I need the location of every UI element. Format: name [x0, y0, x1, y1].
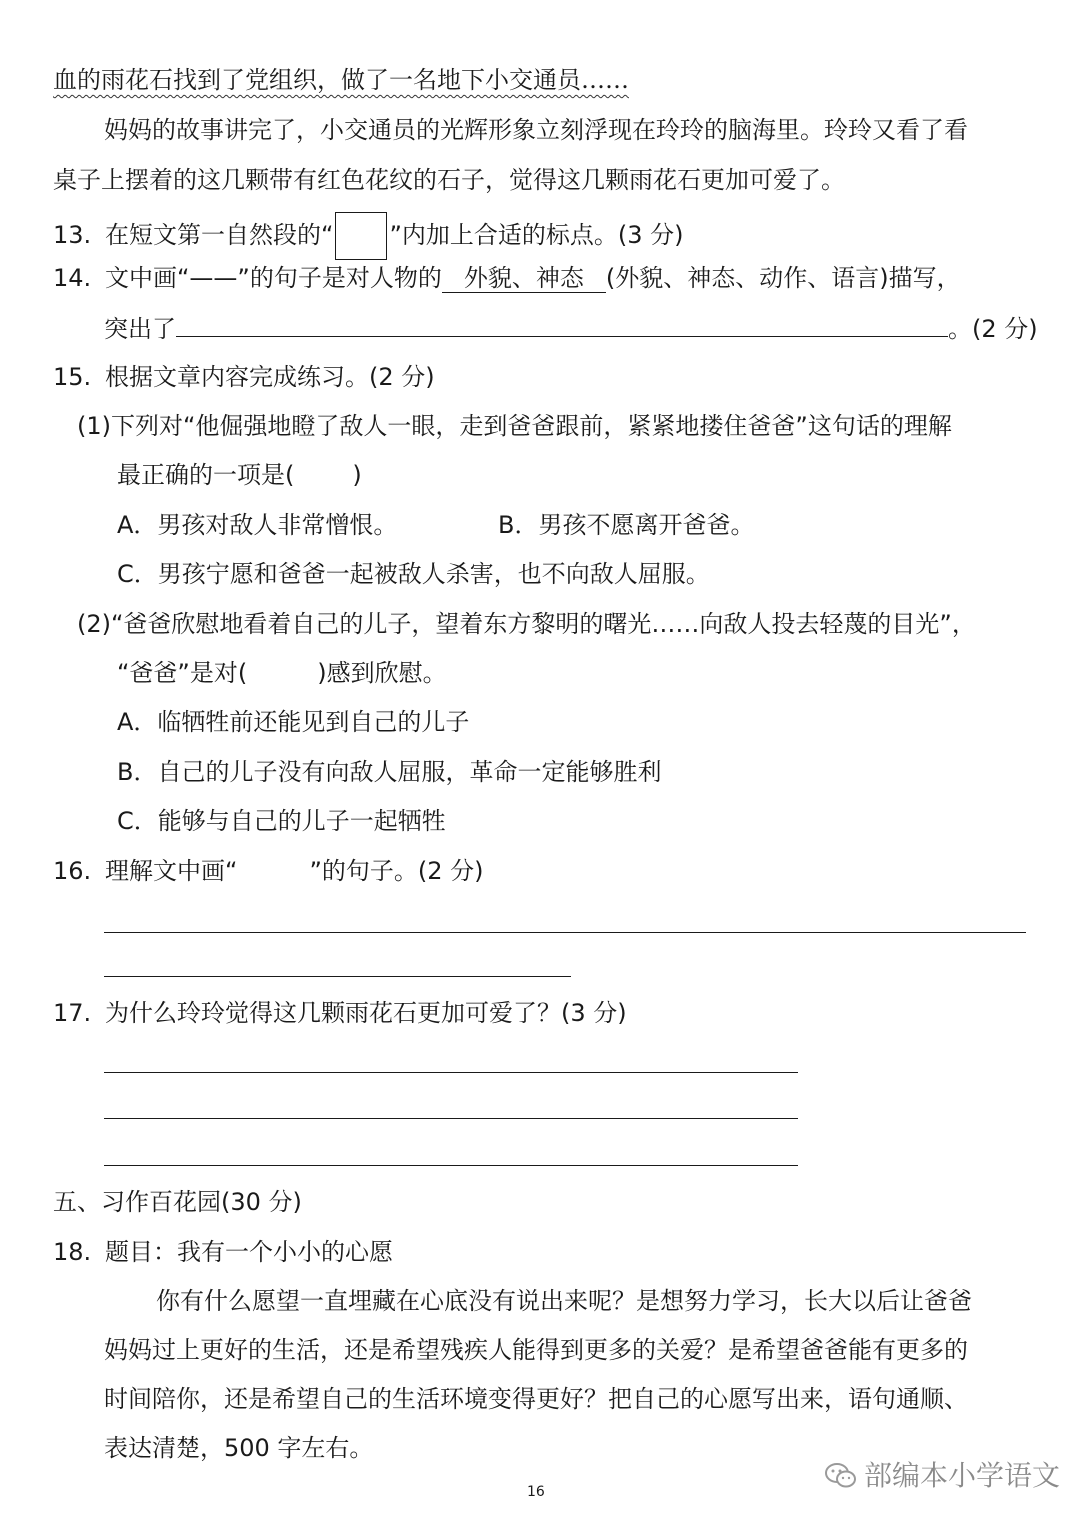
- question-14-text: 文中画“——”的句子是对人物的: [105, 264, 442, 292]
- question-17: [53, 997, 627, 1029]
- answer-line[interactable]: [104, 976, 571, 977]
- punctuation-box[interactable]: [335, 212, 387, 260]
- option-a: A．男孩对敌人非常憎恨。: [117, 511, 398, 539]
- page-number: 16: [527, 1484, 545, 1500]
- question-14-options: (外貌、神态、动作、语言)描写，: [605, 264, 961, 292]
- question-14-answer-blank[interactable]: [442, 264, 606, 293]
- watermark-text: 部编本小学语文: [864, 1459, 1061, 1492]
- section-title: 五、习作百花园(30 分): [53, 1188, 302, 1216]
- sub-question-text: “爸爸欣慰地看着自己的儿子，望着东方黎明的曙光……向敌人投去轻蔑的目光”，: [111, 610, 976, 638]
- question-13-text-before: 在短文第一自然段的“: [105, 221, 334, 249]
- question-15-2: [77, 608, 976, 640]
- question-15: [53, 361, 435, 393]
- question-15-1-line-2: [117, 459, 362, 491]
- sub-question-text: ): [352, 461, 362, 489]
- answer-line[interactable]: [104, 1072, 798, 1073]
- sub-question-text: 最正确的一项是(: [117, 461, 295, 489]
- question-17-text: 为什么玲玲觉得这几颗雨花石更加可爱了？(3 分): [105, 999, 627, 1027]
- question-15-1: [77, 410, 952, 442]
- question-number: 18.: [53, 1238, 92, 1266]
- answer-line[interactable]: [104, 932, 1026, 933]
- question-14-answer: 外貌、神态: [463, 264, 584, 292]
- question-number: 14.: [53, 264, 92, 292]
- answer-line[interactable]: [104, 1118, 798, 1119]
- essay-prompt-line-3: 时间陪你，还是希望自己的生活环境变得更好？把自己的心愿写出来，语句通顺、: [104, 1385, 968, 1413]
- watermark: [824, 1458, 1060, 1494]
- essay-prompt-line-2: 妈妈过上更好的生活，还是希望残疾人能得到更多的关爱？是希望爸爸能有更多的: [104, 1336, 968, 1364]
- question-number: 15.: [53, 363, 92, 391]
- question-13: [53, 212, 684, 260]
- question-14: [53, 262, 961, 294]
- sub-question-label: (2): [77, 610, 111, 638]
- question-number: 13.: [53, 221, 92, 249]
- passage-line-3: 桌子上摆着的这几颗带有红色花纹的石子，觉得这几颗雨花石更加可爱了。: [53, 166, 845, 194]
- question-13-text-after: ”内加上合适的标点。(3 分): [389, 221, 684, 249]
- answer-line[interactable]: [104, 1165, 798, 1166]
- sub-question-text: )感到欣慰。: [317, 659, 447, 687]
- option-b: B．自己的儿子没有向敌人屈服，革命一定能够胜利: [117, 758, 662, 786]
- passage-line-2: 妈妈的故事讲完了，小交通员的光辉形象立刻浮现在玲玲的脑海里。玲玲又看了看: [104, 116, 968, 144]
- essay-title: 题目：我有一个小小的心愿: [105, 1238, 393, 1266]
- wavy-underlined-sentence: 血的雨花石找到了党组织，做了一名地下小交通员……: [53, 66, 629, 94]
- option-c: C．男孩宁愿和爸爸一起被敌人杀害，也不向敌人屈服。: [117, 560, 710, 588]
- passage-line-1: [53, 64, 629, 96]
- question-number: 16.: [53, 857, 92, 885]
- question-18: [53, 1236, 393, 1268]
- sub-question-label: (1): [77, 412, 111, 440]
- question-15-title: 根据文章内容完成练习。(2 分): [105, 363, 435, 391]
- question-16-text: ”的句子。(2 分): [309, 857, 484, 885]
- essay-prompt-line-1: 你有什么愿望一直埋藏在心底没有说出来呢？是想努力学习，长大以后让爸爸: [156, 1287, 972, 1315]
- option-c: C．能够与自己的儿子一起牺牲: [117, 807, 446, 835]
- sub-question-text: 下列对“他倔强地瞪了敌人一眼，走到爸爸跟前，紧紧地搂住爸爸”这句话的理解: [111, 412, 952, 440]
- question-number: 17.: [53, 999, 92, 1027]
- question-14-line-2: [104, 312, 1038, 345]
- option-b: B．男孩不愿离开爸爸。: [498, 511, 755, 539]
- essay-prompt-line-4: 表达清楚，500 字左右。: [104, 1434, 374, 1462]
- question-16-text: 理解文中画“: [105, 857, 238, 885]
- wechat-icon: [824, 1461, 858, 1491]
- option-a: A．临牺牲前还能见到自己的儿子: [117, 708, 470, 736]
- question-14-text-2: 突出了: [104, 315, 176, 343]
- answer-blank[interactable]: [176, 312, 948, 337]
- question-14-score: 。(2 分): [948, 315, 1038, 343]
- sub-question-text: “爸爸”是对(: [117, 659, 248, 687]
- question-15-2-line-2: [117, 657, 447, 689]
- question-16: [53, 855, 484, 887]
